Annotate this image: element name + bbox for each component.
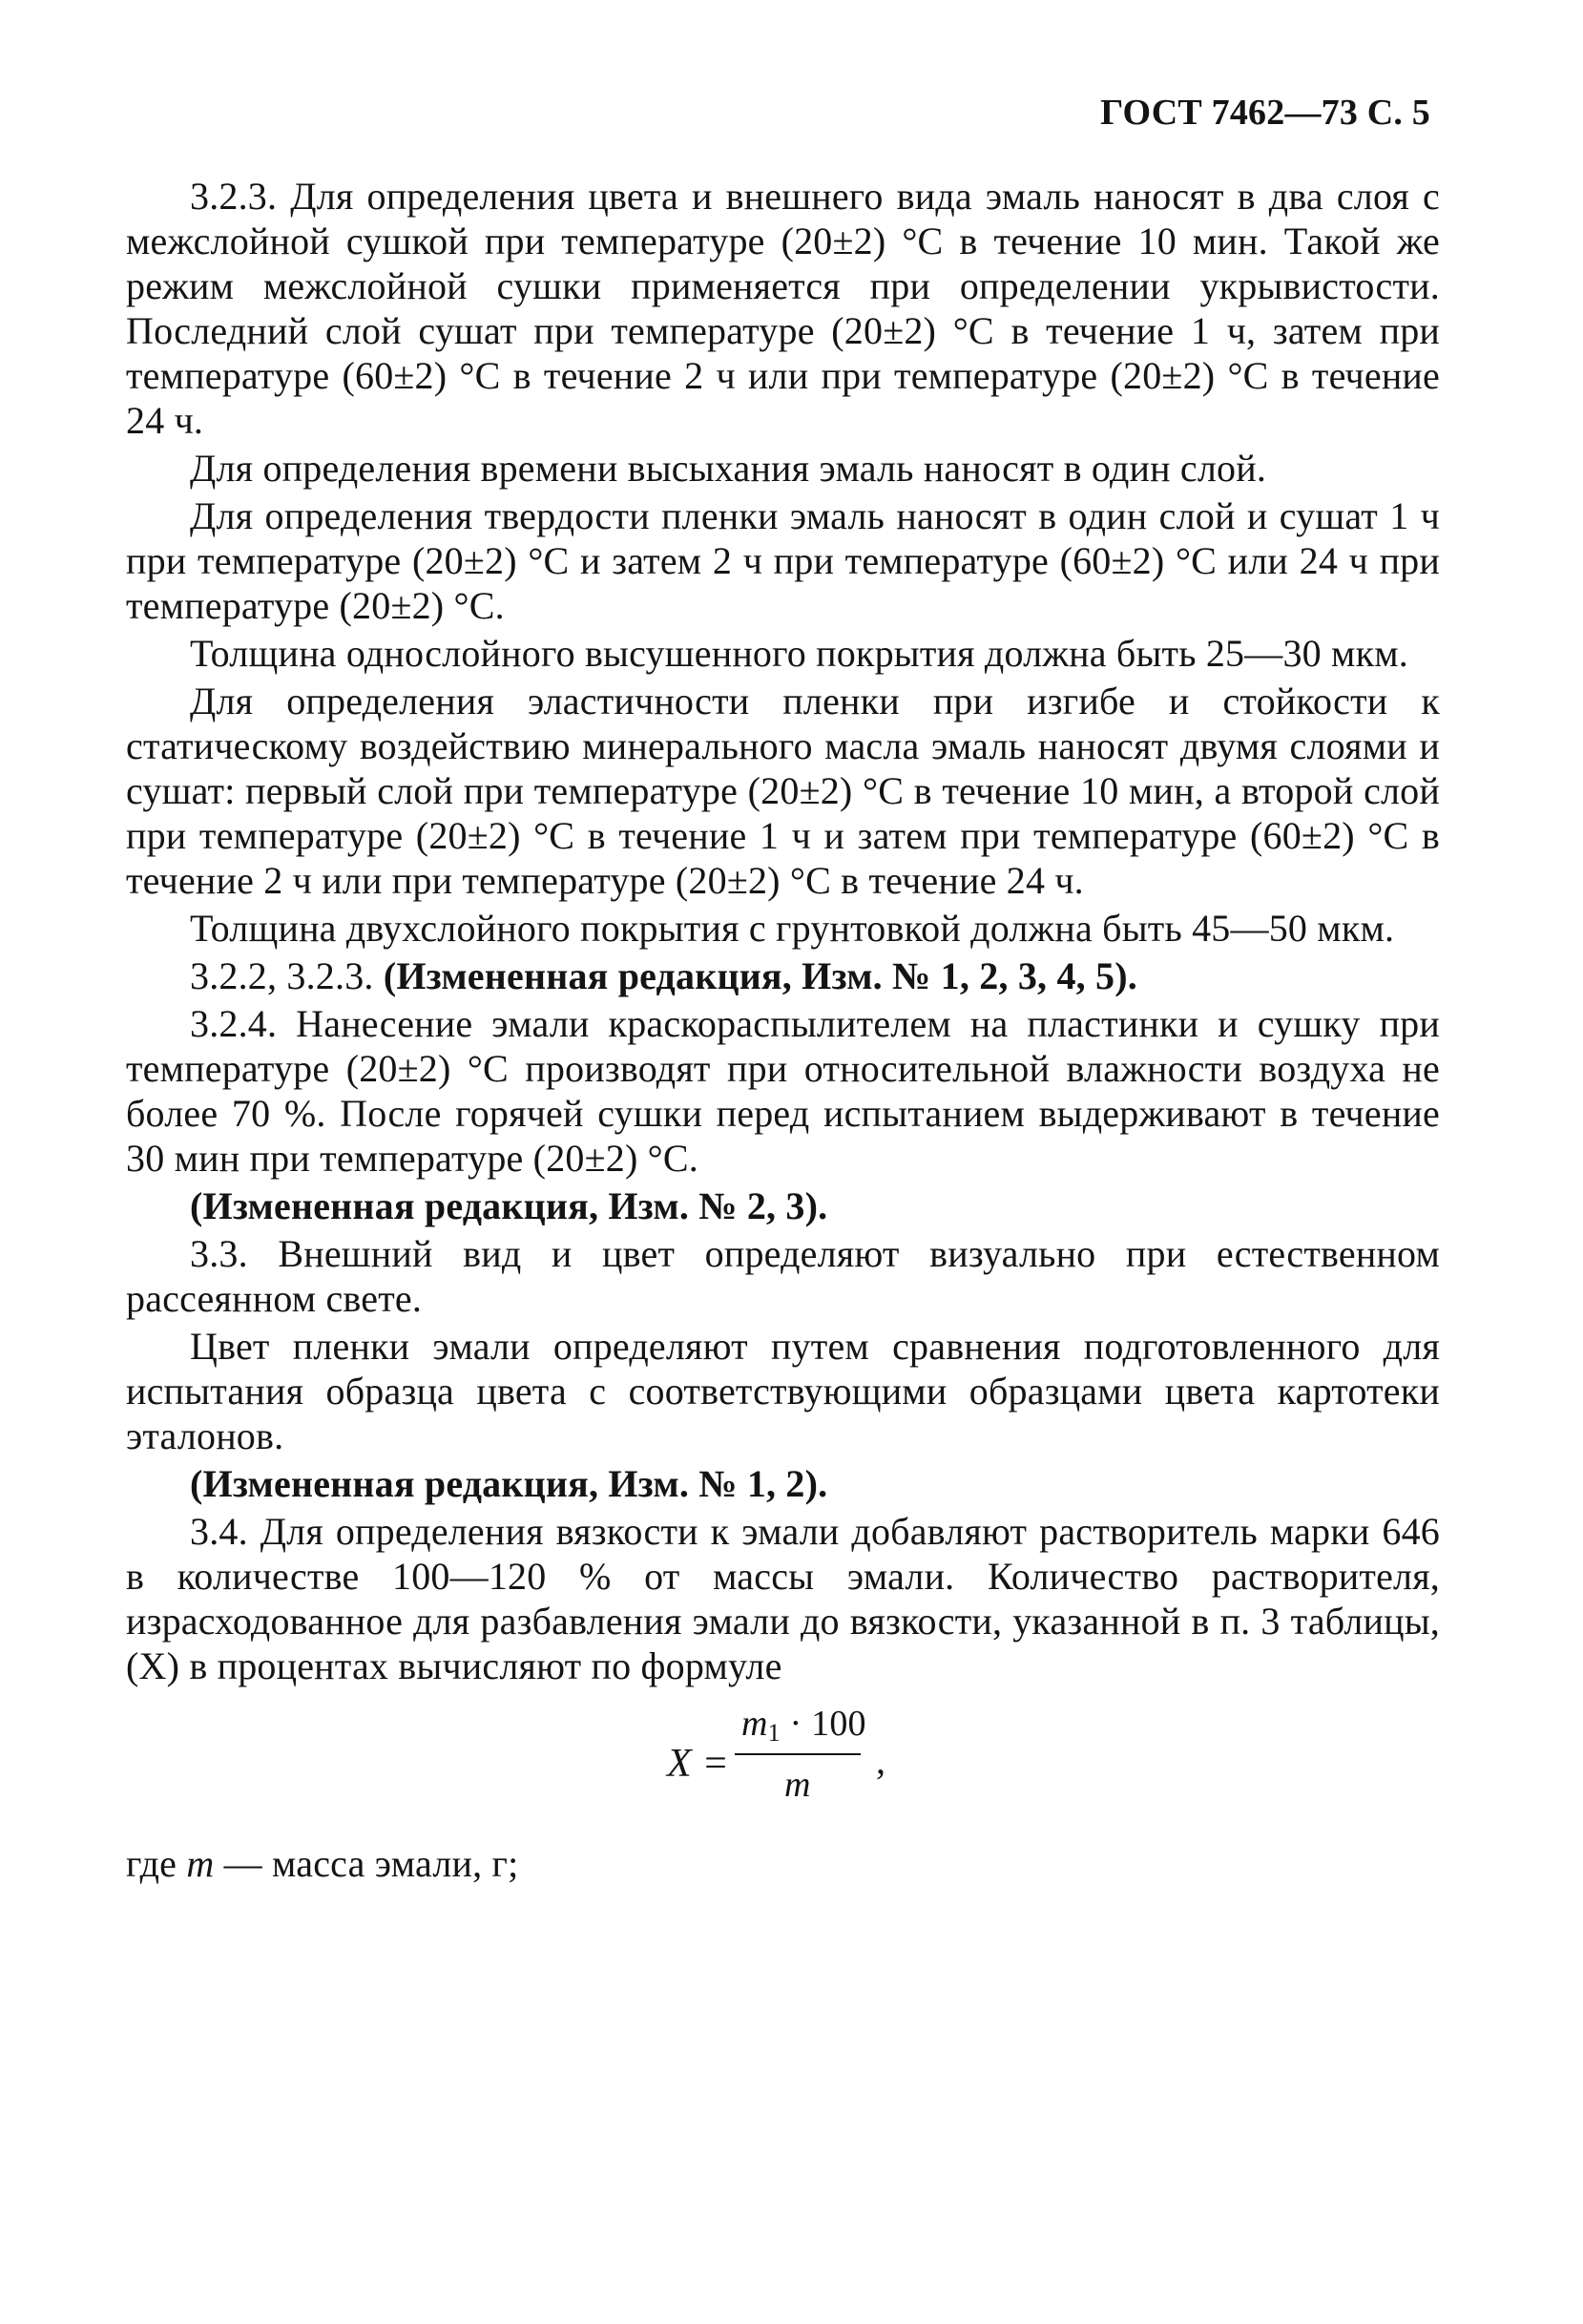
paragraph-amendment-3: (Измененная редакция, Изм. № 1, 2). [190, 1462, 828, 1505]
formula-numerator [741, 1702, 866, 1755]
paragraph-hardness: Для определения твердости пленки эмаль наносят в один слой и сушат 1 ч при температуре (20±2) °С и затем 2 ч при температуре (60±2) °С или 24 ч при температуре (20±2) °С. [126, 494, 1440, 627]
formula-comma: , [876, 1739, 886, 1782]
paragraph-amendment-2: (Измененная редакция, Изм. № 2, 3). [190, 1184, 828, 1227]
paragraph-3-4: 3.4. Для определения вязкости к эмали добавляют растворитель марки 646 в количестве 100—120 % от массы эмали. Количество растворителя, израсходованное для разбавления эмали до вязкости, указанной в п. 3 таблицы, (X) в процентах вычисляют по формуле [126, 1510, 1440, 1687]
paragraph-drying-time: Для определения времени высыхания эмаль наносят в один слой. [190, 447, 1267, 490]
where-var: m [186, 1842, 215, 1885]
formula-num-rest: · 100 [780, 1704, 866, 1744]
formula-denominator: m [784, 1765, 811, 1805]
paragraph-two-layer-thickness: Толщина двухслойного покрытия с грунтовкой должна быть 45—50 мкм. [190, 907, 1395, 950]
amendment-ref: 3.2.2, 3.2.3. [190, 954, 384, 997]
paragraph-3-3: 3.3. Внешний вид и цвет определяют визуально при естественном рассеянном свете. [126, 1232, 1440, 1320]
amendment-note: (Измененная редакция, Изм. № 1, 2, 3, 4, 5). [383, 954, 1137, 997]
paragraph-elasticity: Для определения эластичности пленки при изгибе и стойкости к статическому воздействию минерального масла эмаль наносят двумя слоями и сушат: первый слой при температуре (20±2) °С в течение 10 мин, а второй слой при температуре (20±2) °С в течение 1 ч и затем при температуре (60±2) °С в течение 2 ч или при температуре (20±2) °С в течение 24 ч. [126, 680, 1440, 902]
where-clause [126, 1841, 1440, 1886]
page-header: ГОСТ 7462—73 С. 5 [1100, 93, 1430, 133]
formula-lhs: X = [667, 1742, 730, 1786]
paragraph-color: Цвет пленки эмали определяют путем сравнения подготовленного для испытания образца цвета с соответствующими образцами цвета картотеки эталонов. [126, 1325, 1440, 1457]
paragraph-amendment-1 [126, 953, 1440, 998]
formula-num-sub: 1 [767, 1719, 781, 1747]
paragraph-single-layer-thickness: Толщина однослойного высушенного покрытия должна быть 25—30 мкм. [190, 632, 1408, 675]
formula-num-var: m [741, 1704, 768, 1744]
paragraph-3-2-4: 3.2.4. Нанесение эмали краскораспылителем на пластинки и сушку при температуре (20±2) °С производят при относительной влажности воздуха не более 70 %. После горячей сушки перед испытанием выдерживают в течение 30 мин при температуре (20±2) °С. [126, 1002, 1440, 1180]
fraction-bar [735, 1753, 861, 1755]
where-rest: — масса эмали, г; [214, 1842, 519, 1885]
paragraph-3-2-3: 3.2.3. Для определения цвета и внешнего вида эмаль наносят в два слоя с межслойной сушкой при температуре (20±2) °С в течение 10 мин. Такой же режим межслойной сушки применяется при определении укрывистости. Последний слой сушат при температуре (20±2) °С в течение 1 ч, затем при температуре (60±2) °С в течение 2 ч или при температуре (20±2) °С в течение 24 ч. [126, 175, 1440, 442]
formula [126, 1702, 1440, 1816]
where-lead: где [126, 1842, 187, 1885]
